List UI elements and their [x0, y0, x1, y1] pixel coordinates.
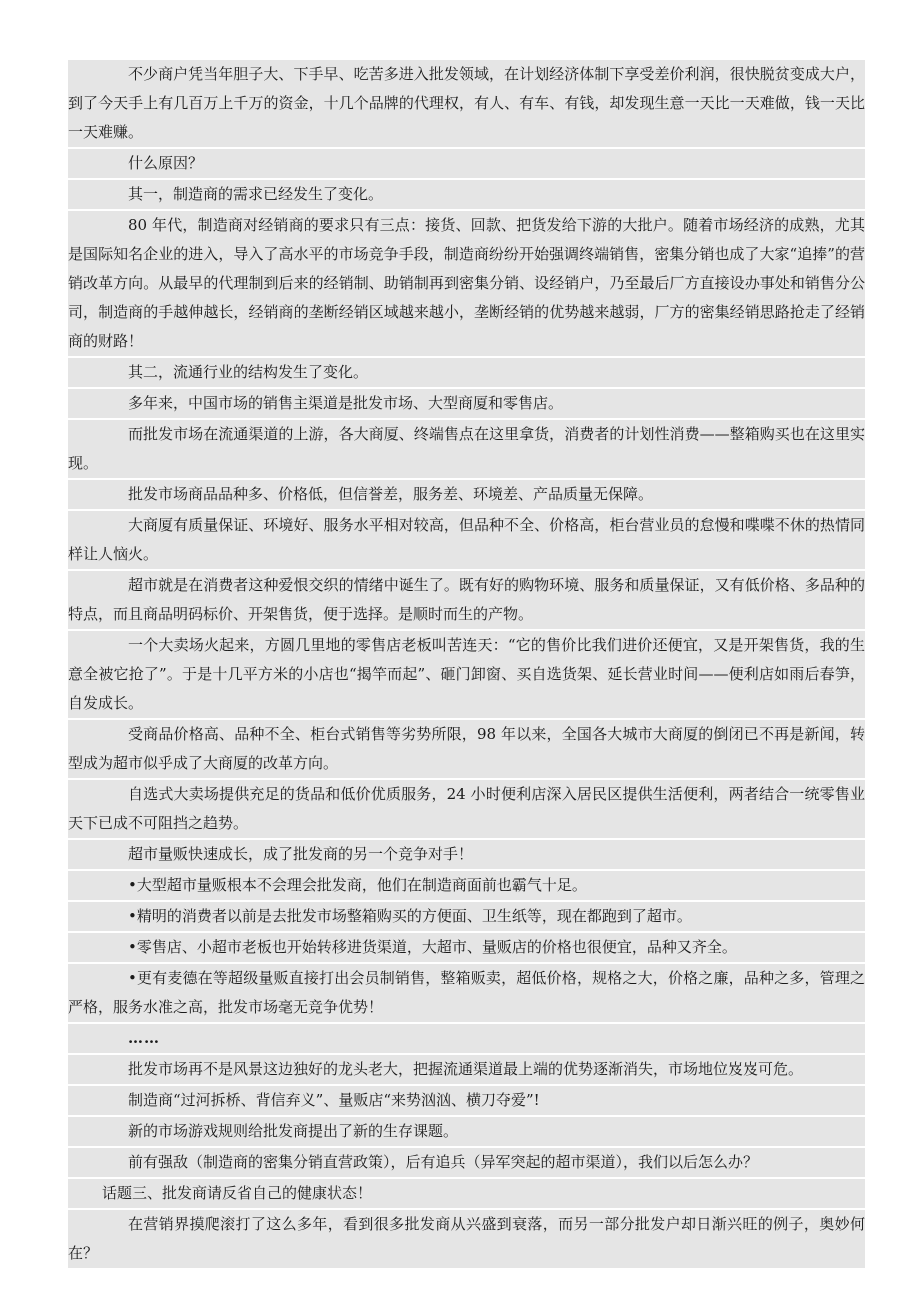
paragraph-wholesale-traits: 批发市场商品品种多、价格低，但信誉差，服务差、环境差、产品质量无保障。: [68, 480, 865, 509]
paragraph-department-store: 大商厦有质量保证、环境好、服务水平相对较高，但品种不全、价格高，柜台营业员的怠慢和喋喋不休的热情同样让人恼火。: [68, 511, 865, 569]
paragraph-dilemma: 前有强敌（制造商的密集分销直营政策），后有追兵（异军突起的超市渠道），我们以后怎么办？: [68, 1148, 865, 1177]
paragraph-main-channels: 多年来，中国市场的销售主渠道是批发市场、大型商厦和零售店。: [68, 389, 865, 418]
paragraph-intro: 不少商户凭当年胆子大、下手早、吃苦多进入批发领域，在计划经济体制下享受差价利润，很快脱贫变成大户，到了今天手上有几百万上千万的资金，十几个品牌的代理权，有人、有车、有钱，却发现生意一天比一天难做，钱一天比一天难赚。: [68, 60, 865, 147]
paragraph-supermarket-born: 超市就是在消费者这种爱恨交织的情绪中诞生了。既有好的购物环境、服务和质量保证，又有低价格、多品种的特点，而且商品明码标价、开架售货，便于选择。是顺时而生的产物。: [68, 571, 865, 629]
document-body: [68, 60, 865, 1270]
paragraph-betrayal: 制造商“过河拆桥、背信弃义”、量贩店“来势汹汹、横刀夺爱”!: [68, 1086, 865, 1115]
paragraph-competitor: 超市量贩快速成长，成了批发商的另一个竞争对手！: [68, 840, 865, 869]
paragraph-retail-trend: 自选式大卖场提供充足的货品和低价优质服务，24 小时便利店深入居民区提供生活便利，两者结合一统零售业天下已成不可阻挡之趋势。: [68, 780, 865, 838]
paragraph-reason-two: 其二，流通行业的结构发生了变化。: [68, 358, 865, 387]
paragraph-wholesale-upstream: 而批发市场在流通渠道的上游，各大商厦、终端售点在这里拿货，消费者的计划性消费——整箱购买也在这里实现。: [68, 420, 865, 478]
paragraph-store-closures: 受商品价格高、品种不全、柜台式销售等劣势所限，98 年以来，全国各大城市大商厦的倒闭已不再是新闻，转型成为超市似乎成了大商厦的改革方向。: [68, 720, 865, 778]
section-heading: 话题三、批发商请反省自己的健康状态！: [68, 1179, 865, 1208]
bullet-item: •精明的消费者以前是去批发市场整箱购买的方便面、卫生纸等，现在都跑到了超市。: [68, 902, 865, 931]
paragraph-hypermarket-effect: 一个大卖场火起来，方圆几里地的零售店老板叫苦连天：“它的售价比我们进价还便宜，又是开架售货，我的生意全被它抢了”。于是十几平方米的小店也“揭竿而起”、砸门卸窗、买自选货架、延长营业时间——便利店如雨后春笋，自发成长。: [68, 631, 865, 718]
bullet-item: •大型超市量贩根本不会理会批发商，他们在制造商面前也霸气十足。: [68, 871, 865, 900]
paragraph-reason-one: 其一，制造商的需求已经发生了变化。: [68, 180, 865, 209]
ellipsis: ……: [68, 1024, 865, 1053]
paragraph-new-rules: 新的市场游戏规则给批发商提出了新的生存课题。: [68, 1117, 865, 1146]
paragraph-market-decline: 批发市场再不是风景这边独好的龙头老大，把握流通渠道最上端的优势逐渐消失，市场地位岌岌可危。: [68, 1055, 865, 1084]
bullet-item: •更有麦德在等超级量贩直接打出会员制销售，整箱贩卖，超低价格，规格之大，价格之廉，品种之多，管理之严格，服务水准之高，批发市场毫无竞争优势！: [68, 964, 865, 1022]
paragraph-closing: 在营销界摸爬滚打了这么多年，看到很多批发商从兴盛到衰落，而另一部分批发户却日渐兴旺的例子，奥妙何在？: [68, 1210, 865, 1268]
bullet-item: •零售店、小超市老板也开始转移进货渠道，大超市、量贩店的价格也很便宜，品种又齐全。: [68, 933, 865, 962]
paragraph-question: 什么原因？: [68, 149, 865, 178]
paragraph-80s: 80 年代，制造商对经销商的要求只有三点：接货、回款、把货发给下游的大批户。随着市场经济的成熟，尤其是国际知名企业的进入，导入了高水平的市场竞争手段，制造商纷纷开始强调终端销售，密集分销也成了大家“追捧”的营销改革方向。从最早的代理制到后来的经销制、助销制再到密集分销、设经销户，乃至最后厂方直接设办事处和销售分公司，制造商的手越伸越长，经销商的垄断经销区域越来越小，垄断经销的优势越来越弱，厂方的密集经销思路抢走了经销商的财路！: [68, 211, 865, 356]
